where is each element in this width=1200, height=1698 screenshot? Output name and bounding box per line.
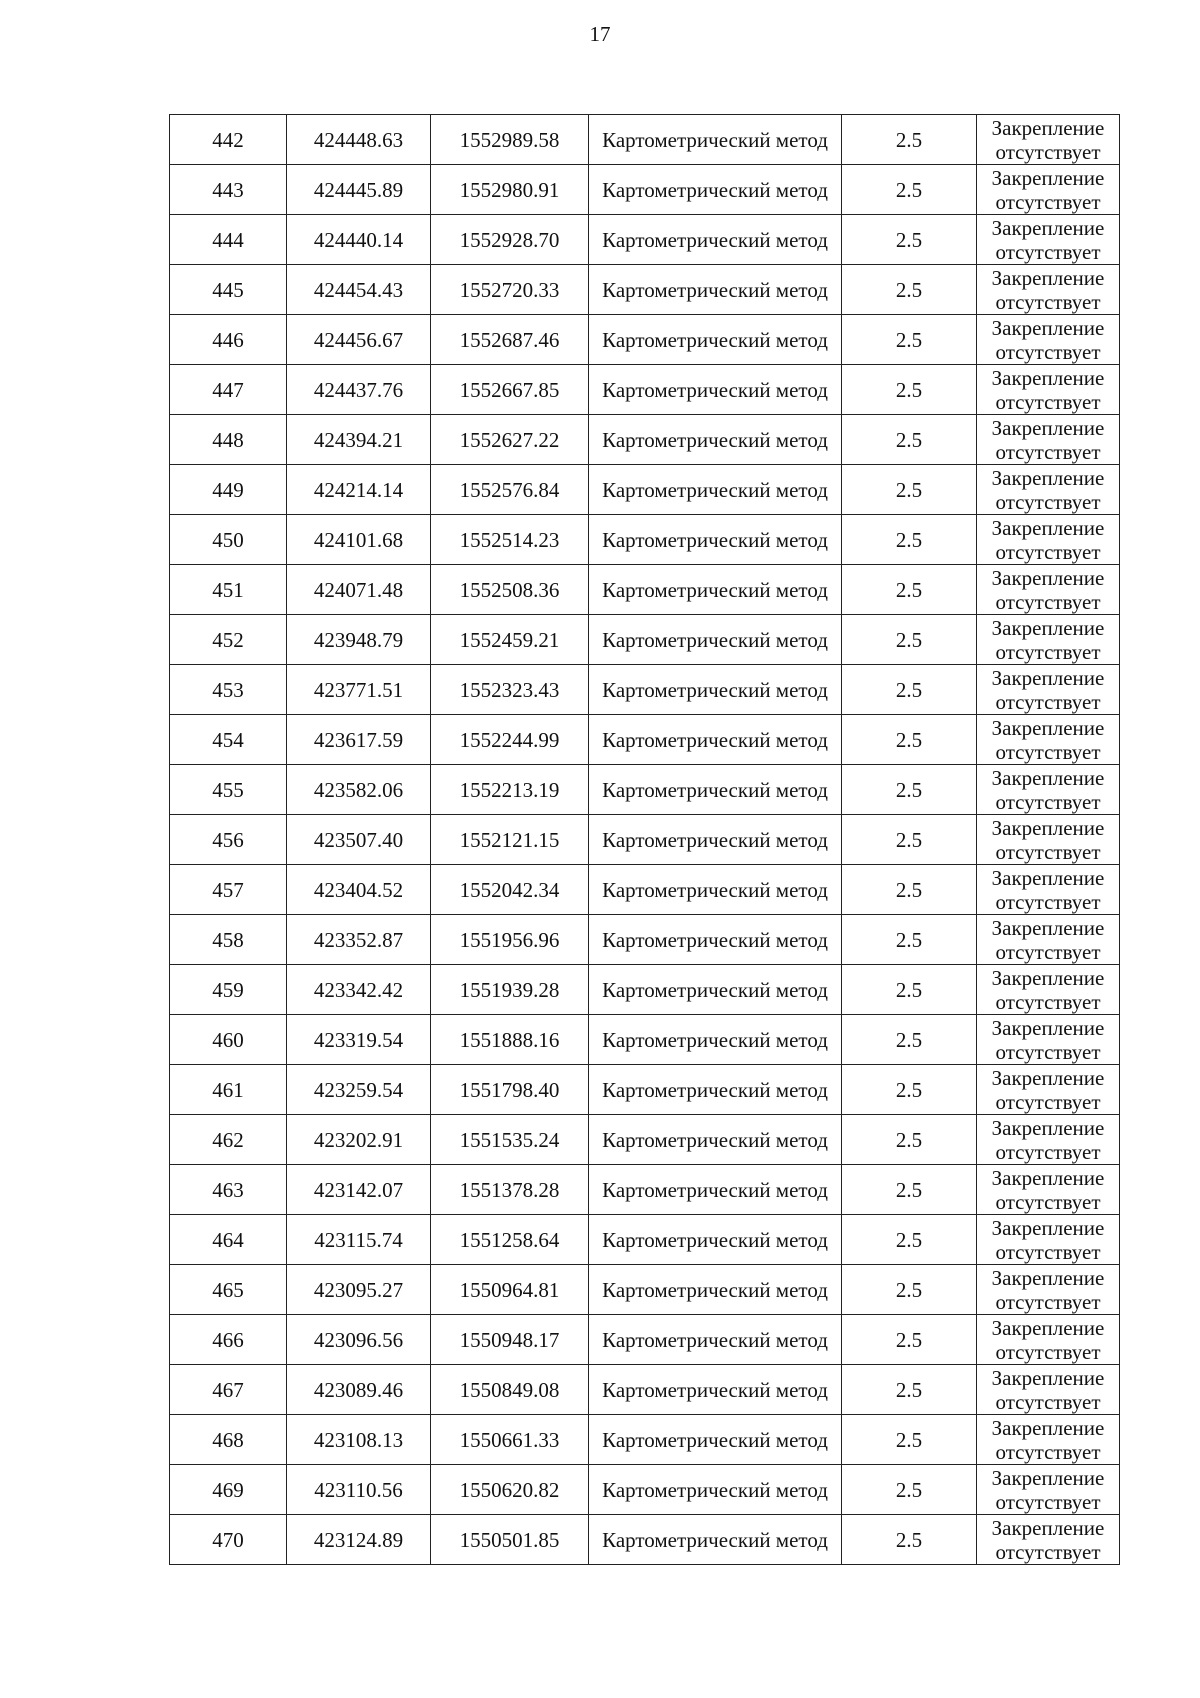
y-coordinate-cell: 1551939.28 xyxy=(431,965,589,1015)
accuracy-cell: 2.5 xyxy=(842,1465,977,1515)
y-coordinate-cell: 1552980.91 xyxy=(431,165,589,215)
x-coordinate-cell: 423771.51 xyxy=(287,665,431,715)
x-coordinate-cell: 423110.56 xyxy=(287,1465,431,1515)
point-number-cell: 468 xyxy=(170,1415,287,1465)
fixation-line-2: отсутствует xyxy=(995,789,1101,814)
fixation-cell xyxy=(977,1315,1120,1365)
table-row xyxy=(170,165,1120,215)
method-cell: Картометрический метод xyxy=(589,365,842,415)
accuracy-cell: 2.5 xyxy=(842,715,977,765)
fixation-line-2: отсутствует xyxy=(995,589,1101,614)
method-cell: Картометрический метод xyxy=(589,665,842,715)
y-coordinate-cell: 1551888.16 xyxy=(431,1015,589,1065)
accuracy-cell: 2.5 xyxy=(842,165,977,215)
x-coordinate-cell: 424448.63 xyxy=(287,115,431,165)
point-number-cell: 455 xyxy=(170,765,287,815)
point-number-cell: 460 xyxy=(170,1015,287,1065)
y-coordinate-cell: 1551956.96 xyxy=(431,915,589,965)
point-number-cell: 453 xyxy=(170,665,287,715)
accuracy-cell: 2.5 xyxy=(842,1315,977,1365)
fixation-line-1: Закрепление xyxy=(991,1065,1105,1090)
y-coordinate-cell: 1552042.34 xyxy=(431,865,589,915)
table-row xyxy=(170,1515,1120,1565)
table-row xyxy=(170,215,1120,265)
fixation-cell xyxy=(977,115,1120,165)
fixation-cell xyxy=(977,1415,1120,1465)
fixation-line-1: Закрепление xyxy=(991,315,1105,340)
fixation-line-2: отсутствует xyxy=(995,1289,1101,1314)
point-number-cell: 446 xyxy=(170,315,287,365)
point-number-cell: 469 xyxy=(170,1465,287,1515)
fixation-cell xyxy=(977,565,1120,615)
y-coordinate-cell: 1550661.33 xyxy=(431,1415,589,1465)
fixation-line-2: отсутствует xyxy=(995,1089,1101,1114)
accuracy-cell: 2.5 xyxy=(842,1515,977,1565)
method-cell: Картометрический метод xyxy=(589,1365,842,1415)
x-coordinate-cell: 424071.48 xyxy=(287,565,431,615)
method-cell: Картометрический метод xyxy=(589,1315,842,1365)
method-cell: Картометрический метод xyxy=(589,1465,842,1515)
y-coordinate-cell: 1550620.82 xyxy=(431,1465,589,1515)
fixation-line-1: Закрепление xyxy=(991,215,1105,240)
accuracy-cell: 2.5 xyxy=(842,1065,977,1115)
table-row xyxy=(170,415,1120,465)
fixation-line-1: Закрепление xyxy=(991,265,1105,290)
method-cell: Картометрический метод xyxy=(589,815,842,865)
table-row xyxy=(170,865,1120,915)
fixation-line-1: Закрепление xyxy=(991,415,1105,440)
table-row xyxy=(170,1315,1120,1365)
fixation-cell xyxy=(977,465,1120,515)
y-coordinate-cell: 1550964.81 xyxy=(431,1265,589,1315)
accuracy-cell: 2.5 xyxy=(842,215,977,265)
y-coordinate-cell: 1552576.84 xyxy=(431,465,589,515)
accuracy-cell: 2.5 xyxy=(842,815,977,865)
fixation-line-2: отсутствует xyxy=(995,839,1101,864)
fixation-line-2: отсутствует xyxy=(995,739,1101,764)
x-coordinate-cell: 423342.42 xyxy=(287,965,431,1015)
fixation-line-1: Закрепление xyxy=(991,1315,1105,1340)
table-row xyxy=(170,465,1120,515)
fixation-line-2: отсутствует xyxy=(995,1439,1101,1464)
method-cell: Картометрический метод xyxy=(589,615,842,665)
x-coordinate-cell: 424456.67 xyxy=(287,315,431,365)
accuracy-cell: 2.5 xyxy=(842,1415,977,1465)
fixation-line-2: отсутствует xyxy=(995,639,1101,664)
fixation-line-1: Закрепление xyxy=(991,765,1105,790)
table-row xyxy=(170,1215,1120,1265)
fixation-line-1: Закрепление xyxy=(991,1015,1105,1040)
method-cell: Картометрический метод xyxy=(589,965,842,1015)
fixation-cell xyxy=(977,315,1120,365)
accuracy-cell: 2.5 xyxy=(842,765,977,815)
accuracy-cell: 2.5 xyxy=(842,265,977,315)
fixation-cell xyxy=(977,365,1120,415)
point-number-cell: 461 xyxy=(170,1065,287,1115)
fixation-cell xyxy=(977,1465,1120,1515)
fixation-line-2: отсутствует xyxy=(995,539,1101,564)
point-number-cell: 447 xyxy=(170,365,287,415)
y-coordinate-cell: 1552459.21 xyxy=(431,615,589,665)
fixation-line-1: Закрепление xyxy=(991,615,1105,640)
fixation-cell xyxy=(977,1365,1120,1415)
fixation-line-2: отсутствует xyxy=(995,489,1101,514)
method-cell: Картометрический метод xyxy=(589,165,842,215)
fixation-line-1: Закрепление xyxy=(991,165,1105,190)
fixation-line-2: отсутствует xyxy=(995,1239,1101,1264)
table-row xyxy=(170,515,1120,565)
accuracy-cell: 2.5 xyxy=(842,1015,977,1065)
method-cell: Картометрический метод xyxy=(589,415,842,465)
fixation-cell xyxy=(977,215,1120,265)
point-number-cell: 454 xyxy=(170,715,287,765)
point-number-cell: 448 xyxy=(170,415,287,465)
y-coordinate-cell: 1552989.58 xyxy=(431,115,589,165)
table-row xyxy=(170,115,1120,165)
fixation-line-2: отсутствует xyxy=(995,439,1101,464)
accuracy-cell: 2.5 xyxy=(842,665,977,715)
method-cell: Картометрический метод xyxy=(589,315,842,365)
fixation-line-1: Закрепление xyxy=(991,1165,1105,1190)
method-cell: Картометрический метод xyxy=(589,865,842,915)
method-cell: Картометрический метод xyxy=(589,465,842,515)
point-number-cell: 466 xyxy=(170,1315,287,1365)
fixation-line-2: отсутствует xyxy=(995,889,1101,914)
table-row xyxy=(170,1015,1120,1065)
fixation-line-2: отсутствует xyxy=(995,1139,1101,1164)
point-number-cell: 442 xyxy=(170,115,287,165)
point-number-cell: 459 xyxy=(170,965,287,1015)
y-coordinate-cell: 1552687.46 xyxy=(431,315,589,365)
method-cell: Картометрический метод xyxy=(589,565,842,615)
method-cell: Картометрический метод xyxy=(589,715,842,765)
accuracy-cell: 2.5 xyxy=(842,465,977,515)
fixation-line-1: Закрепление xyxy=(991,1365,1105,1390)
fixation-line-1: Закрепление xyxy=(991,465,1105,490)
fixation-cell xyxy=(977,765,1120,815)
y-coordinate-cell: 1552667.85 xyxy=(431,365,589,415)
x-coordinate-cell: 424394.21 xyxy=(287,415,431,465)
method-cell: Картометрический метод xyxy=(589,1165,842,1215)
fixation-line-1: Закрепление xyxy=(991,565,1105,590)
x-coordinate-cell: 424445.89 xyxy=(287,165,431,215)
fixation-line-2: отсутствует xyxy=(995,339,1101,364)
point-number-cell: 451 xyxy=(170,565,287,615)
fixation-cell xyxy=(977,1115,1120,1165)
x-coordinate-cell: 423404.52 xyxy=(287,865,431,915)
y-coordinate-cell: 1552508.36 xyxy=(431,565,589,615)
method-cell: Картометрический метод xyxy=(589,1515,842,1565)
fixation-line-1: Закрепление xyxy=(991,815,1105,840)
fixation-line-1: Закрепление xyxy=(991,515,1105,540)
point-number-cell: 443 xyxy=(170,165,287,215)
method-cell: Картометрический метод xyxy=(589,1015,842,1065)
page-number: 17 xyxy=(589,22,611,46)
accuracy-cell: 2.5 xyxy=(842,115,977,165)
fixation-line-2: отсутствует xyxy=(995,1489,1101,1514)
x-coordinate-cell: 424214.14 xyxy=(287,465,431,515)
fixation-cell xyxy=(977,665,1120,715)
accuracy-cell: 2.5 xyxy=(842,915,977,965)
table-row xyxy=(170,965,1120,1015)
point-number-cell: 465 xyxy=(170,1265,287,1315)
y-coordinate-cell: 1552213.19 xyxy=(431,765,589,815)
y-coordinate-cell: 1552928.70 xyxy=(431,215,589,265)
fixation-cell xyxy=(977,865,1120,915)
method-cell: Картометрический метод xyxy=(589,1065,842,1115)
table-row xyxy=(170,765,1120,815)
fixation-line-2: отсутствует xyxy=(995,139,1101,164)
fixation-line-1: Закрепление xyxy=(991,1515,1105,1540)
fixation-line-1: Закрепление xyxy=(991,1265,1105,1290)
accuracy-cell: 2.5 xyxy=(842,1115,977,1165)
fixation-line-1: Закрепление xyxy=(991,965,1105,990)
point-number-cell: 463 xyxy=(170,1165,287,1215)
method-cell: Картометрический метод xyxy=(589,1265,842,1315)
table-row xyxy=(170,615,1120,665)
fixation-cell xyxy=(977,965,1120,1015)
table-row xyxy=(170,1365,1120,1415)
accuracy-cell: 2.5 xyxy=(842,1365,977,1415)
y-coordinate-cell: 1551258.64 xyxy=(431,1215,589,1265)
table-row xyxy=(170,1465,1120,1515)
y-coordinate-cell: 1552627.22 xyxy=(431,415,589,465)
fixation-line-2: отсутствует xyxy=(995,989,1101,1014)
table-row xyxy=(170,915,1120,965)
y-coordinate-cell: 1550501.85 xyxy=(431,1515,589,1565)
y-coordinate-cell: 1550849.08 xyxy=(431,1365,589,1415)
x-coordinate-cell: 423259.54 xyxy=(287,1065,431,1115)
fixation-line-2: отсутствует xyxy=(995,1339,1101,1364)
y-coordinate-cell: 1552514.23 xyxy=(431,515,589,565)
fixation-line-2: отсутствует xyxy=(995,289,1101,314)
x-coordinate-cell: 424437.76 xyxy=(287,365,431,415)
point-number-cell: 462 xyxy=(170,1115,287,1165)
method-cell: Картометрический метод xyxy=(589,215,842,265)
fixation-cell xyxy=(977,1265,1120,1315)
fixation-line-2: отсутствует xyxy=(995,1539,1101,1564)
table-row xyxy=(170,1115,1120,1165)
fixation-cell xyxy=(977,815,1120,865)
point-number-cell: 457 xyxy=(170,865,287,915)
x-coordinate-cell: 423142.07 xyxy=(287,1165,431,1215)
fixation-line-2: отсутствует xyxy=(995,939,1101,964)
x-coordinate-cell: 424454.43 xyxy=(287,265,431,315)
fixation-cell xyxy=(977,1515,1120,1565)
fixation-cell xyxy=(977,415,1120,465)
fixation-line-1: Закрепление xyxy=(991,1465,1105,1490)
x-coordinate-cell: 423095.27 xyxy=(287,1265,431,1315)
fixation-line-1: Закрепление xyxy=(991,665,1105,690)
x-coordinate-cell: 423617.59 xyxy=(287,715,431,765)
fixation-line-1: Закрепление xyxy=(991,865,1105,890)
method-cell: Картометрический метод xyxy=(589,915,842,965)
fixation-cell xyxy=(977,615,1120,665)
accuracy-cell: 2.5 xyxy=(842,415,977,465)
fixation-cell xyxy=(977,1165,1120,1215)
fixation-cell xyxy=(977,715,1120,765)
table-row xyxy=(170,1065,1120,1115)
fixation-cell xyxy=(977,515,1120,565)
x-coordinate-cell: 424440.14 xyxy=(287,215,431,265)
fixation-line-2: отсутствует xyxy=(995,189,1101,214)
table-row xyxy=(170,1165,1120,1215)
fixation-line-1: Закрепление xyxy=(991,915,1105,940)
fixation-line-2: отсутствует xyxy=(995,1039,1101,1064)
point-number-cell: 470 xyxy=(170,1515,287,1565)
fixation-line-2: отсутствует xyxy=(995,689,1101,714)
coordinates-table xyxy=(169,114,1120,1565)
fixation-line-1: Закрепление xyxy=(991,715,1105,740)
point-number-cell: 458 xyxy=(170,915,287,965)
y-coordinate-cell: 1551798.40 xyxy=(431,1065,589,1115)
fixation-cell xyxy=(977,1015,1120,1065)
x-coordinate-cell: 424101.68 xyxy=(287,515,431,565)
fixation-line-2: отсутствует xyxy=(995,1389,1101,1414)
x-coordinate-cell: 423202.91 xyxy=(287,1115,431,1165)
fixation-line-2: отсутствует xyxy=(995,239,1101,264)
fixation-cell xyxy=(977,165,1120,215)
table-row xyxy=(170,315,1120,365)
method-cell: Картометрический метод xyxy=(589,115,842,165)
point-number-cell: 450 xyxy=(170,515,287,565)
accuracy-cell: 2.5 xyxy=(842,1265,977,1315)
table-row xyxy=(170,265,1120,315)
point-number-cell: 449 xyxy=(170,465,287,515)
fixation-line-1: Закрепление xyxy=(991,1415,1105,1440)
fixation-line-2: отсутствует xyxy=(995,1189,1101,1214)
point-number-cell: 456 xyxy=(170,815,287,865)
table-row xyxy=(170,715,1120,765)
accuracy-cell: 2.5 xyxy=(842,515,977,565)
accuracy-cell: 2.5 xyxy=(842,565,977,615)
table-row xyxy=(170,815,1120,865)
y-coordinate-cell: 1551378.28 xyxy=(431,1165,589,1215)
method-cell: Картометрический метод xyxy=(589,265,842,315)
accuracy-cell: 2.5 xyxy=(842,965,977,1015)
accuracy-cell: 2.5 xyxy=(842,365,977,415)
fixation-cell xyxy=(977,1065,1120,1115)
accuracy-cell: 2.5 xyxy=(842,615,977,665)
point-number-cell: 444 xyxy=(170,215,287,265)
fixation-cell xyxy=(977,1215,1120,1265)
accuracy-cell: 2.5 xyxy=(842,1215,977,1265)
accuracy-cell: 2.5 xyxy=(842,865,977,915)
method-cell: Картометрический метод xyxy=(589,1215,842,1265)
table-body xyxy=(170,115,1120,1565)
fixation-cell xyxy=(977,265,1120,315)
y-coordinate-cell: 1550948.17 xyxy=(431,1315,589,1365)
table-row xyxy=(170,365,1120,415)
x-coordinate-cell: 423089.46 xyxy=(287,1365,431,1415)
fixation-line-1: Закрепление xyxy=(991,1215,1105,1240)
method-cell: Картометрический метод xyxy=(589,1115,842,1165)
method-cell: Картометрический метод xyxy=(589,1415,842,1465)
table-row xyxy=(170,665,1120,715)
fixation-cell xyxy=(977,915,1120,965)
point-number-cell: 452 xyxy=(170,615,287,665)
x-coordinate-cell: 423582.06 xyxy=(287,765,431,815)
y-coordinate-cell: 1551535.24 xyxy=(431,1115,589,1165)
table-row xyxy=(170,1415,1120,1465)
x-coordinate-cell: 423115.74 xyxy=(287,1215,431,1265)
x-coordinate-cell: 423124.89 xyxy=(287,1515,431,1565)
table-row xyxy=(170,565,1120,615)
point-number-cell: 445 xyxy=(170,265,287,315)
y-coordinate-cell: 1552244.99 xyxy=(431,715,589,765)
x-coordinate-cell: 423507.40 xyxy=(287,815,431,865)
x-coordinate-cell: 423108.13 xyxy=(287,1415,431,1465)
accuracy-cell: 2.5 xyxy=(842,1165,977,1215)
y-coordinate-cell: 1552323.43 xyxy=(431,665,589,715)
fixation-line-1: Закрепление xyxy=(991,1115,1105,1140)
y-coordinate-cell: 1552121.15 xyxy=(431,815,589,865)
method-cell: Картометрический метод xyxy=(589,515,842,565)
method-cell: Картометрический метод xyxy=(589,765,842,815)
x-coordinate-cell: 423948.79 xyxy=(287,615,431,665)
accuracy-cell: 2.5 xyxy=(842,315,977,365)
x-coordinate-cell: 423096.56 xyxy=(287,1315,431,1365)
point-number-cell: 464 xyxy=(170,1215,287,1265)
x-coordinate-cell: 423319.54 xyxy=(287,1015,431,1065)
table-row xyxy=(170,1265,1120,1315)
fixation-line-2: отсутствует xyxy=(995,389,1101,414)
fixation-line-1: Закрепление xyxy=(991,365,1105,390)
fixation-line-1: Закрепление xyxy=(991,115,1105,140)
y-coordinate-cell: 1552720.33 xyxy=(431,265,589,315)
point-number-cell: 467 xyxy=(170,1365,287,1415)
x-coordinate-cell: 423352.87 xyxy=(287,915,431,965)
